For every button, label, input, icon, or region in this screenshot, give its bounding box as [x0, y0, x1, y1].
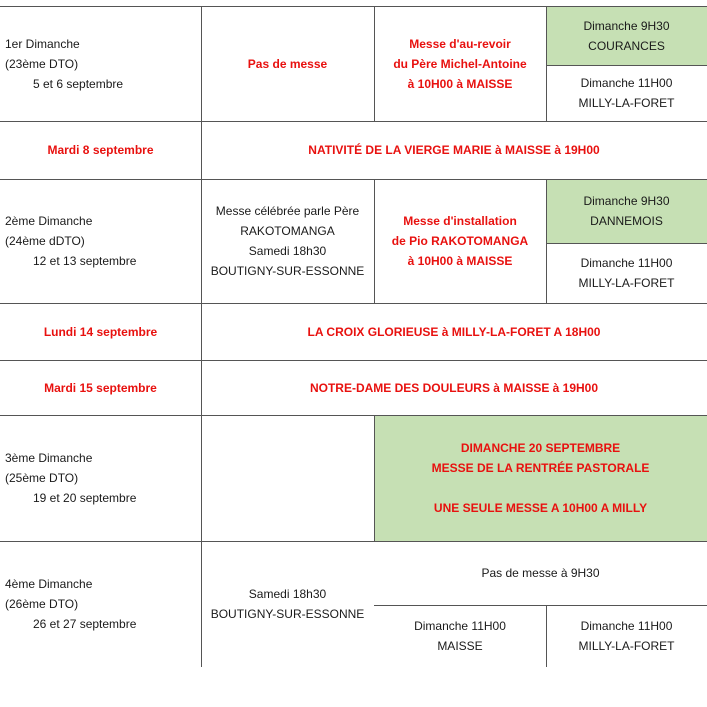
grid-line — [546, 243, 707, 244]
grid-line — [374, 179, 375, 303]
cell-dannemois-9h30: Dimanche 9H30 DANNEMOIS — [583, 194, 670, 228]
row-label-1er-dimanche: 1er Dimanche (23ème DTO) 5 et 6 septembre — [5, 37, 124, 91]
row-label-mardi-15: Mardi 15 septembre — [44, 380, 157, 395]
grid-line — [0, 415, 707, 416]
cell-pas-de-messe: Pas de messe — [247, 57, 328, 71]
row-label-lundi-14: Lundi 14 septembre — [43, 324, 158, 339]
cell-milly-11h00-s1: Dimanche 11H00 MILLY-LA-FORET — [578, 76, 675, 110]
grid-line — [0, 360, 707, 361]
grid-line — [0, 541, 707, 542]
row-label-2eme-dimanche: 2ème Dimanche (24ème dDTO) 12 et 13 septembre — [5, 214, 137, 268]
grid-line — [0, 6, 707, 7]
row-label-mardi-8: Mardi 8 septembre — [47, 143, 154, 157]
cell-pas-de-messe-9h30: Pas de messe à 9H30 — [481, 566, 600, 580]
cell-nativite: NATIVITÉ DE LA VIERGE MARIE à MAISSE à 19H00 — [308, 143, 600, 157]
grid-line — [0, 303, 707, 304]
cell-messe-installation: Messe d'installation de Pio RAKOTOMANGA à 10H00 à MAISSE — [391, 214, 529, 268]
grid-line — [0, 121, 707, 122]
cell-croix-glorieuse: LA CROIX GLORIEUSE à MILLY-LA-FORET A 18H00 — [307, 324, 601, 339]
cell-messe-celebree: Messe célébrée parle Père RAKOTOMANGA Samedi 18h30 BOUTIGNY-SUR-ESSONNE — [210, 204, 365, 278]
cell-notre-dame-douleurs: NOTRE-DAME DES DOULEURS à MAISSE à 19H00 — [309, 380, 599, 395]
cell-milly-11h00-s2: Dimanche 11H00 MILLY-LA-FORET — [578, 256, 675, 290]
grid-line — [546, 179, 547, 303]
grid-line — [201, 6, 202, 667]
cell-boutigny-samedi: Samedi 18h30 BOUTIGNY-SUR-ESSONNE — [210, 587, 365, 621]
grid-line — [0, 179, 707, 180]
grid-line — [546, 605, 547, 667]
row-label-4eme-dimanche: 4ème Dimanche (26ème DTO) 26 et 27 septembre — [5, 577, 137, 631]
cell-courances-9h30: Dimanche 9H30 COURANCES — [583, 19, 670, 53]
row-label-3eme-dimanche: 3ème Dimanche (25ème DTO) 19 et 20 septembre — [5, 451, 137, 505]
grid-line — [374, 6, 375, 121]
grid-line — [374, 415, 375, 541]
cell-milly-11h00-s4: Dimanche 11H00 MILLY-LA-FORET — [578, 619, 675, 653]
grid-line — [546, 6, 547, 121]
grid-line — [546, 65, 707, 66]
cell-maisse-11h00: Dimanche 11H00 MAISSE — [414, 619, 506, 653]
cell-rentree-pastorale: DIMANCHE 20 SEPTEMBRE MESSE DE LA RENTRÉE PASTORALE UNE SEULE MESSE A 10H00 A MILLY — [431, 441, 650, 515]
grid-line — [374, 605, 707, 606]
cell-messe-au-revoir: Messe d'au-revoir du Père Michel-Antoine à 10H00 à MAISSE — [393, 37, 527, 91]
